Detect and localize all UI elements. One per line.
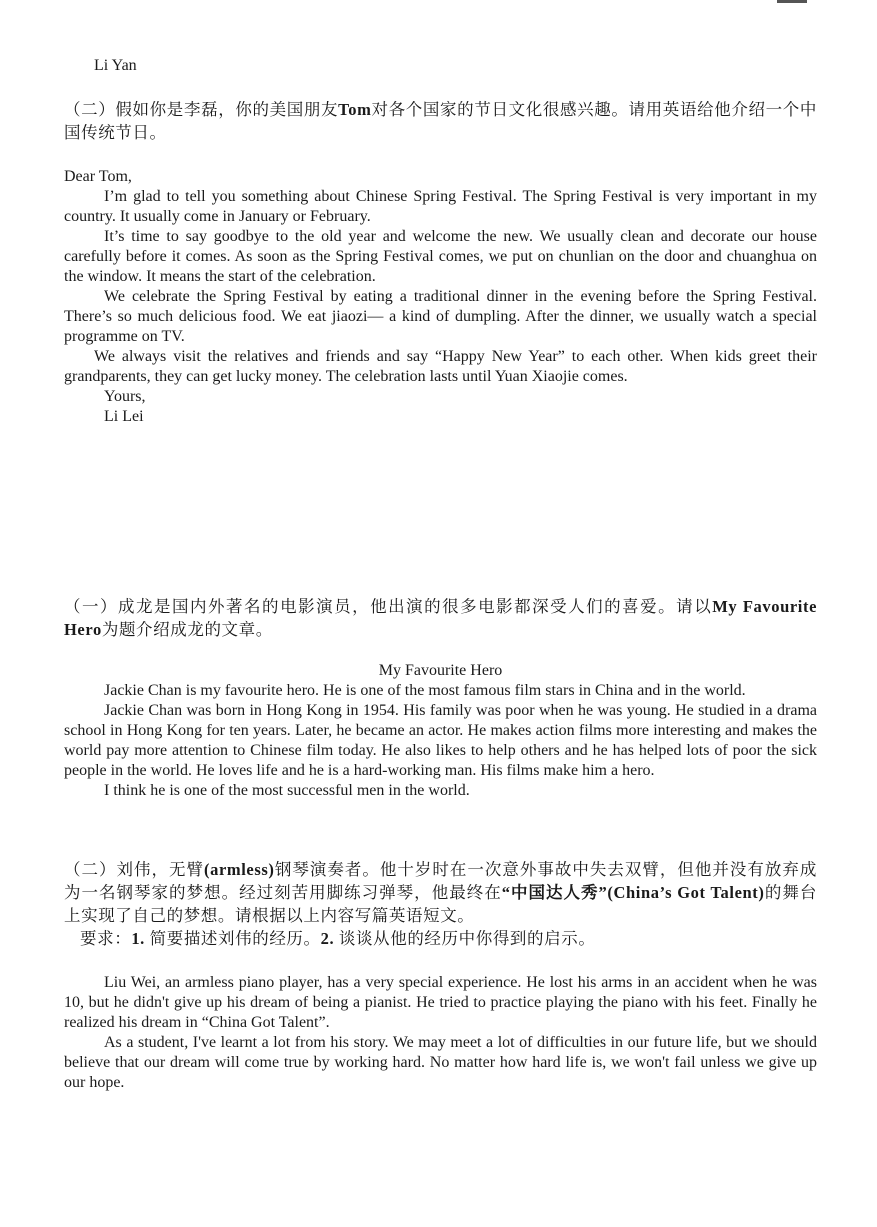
essay-paragraph: As a student, I've learnt a lot from his story. We may meet a lot of difficulties in our future life, but we should believe that our dream will come true by working hard. No matter how hard life is, we won't fail unless we give up our hope. [64,1034,817,1091]
task-bold: “中国达人秀”(China’s Got Talent) [501,883,765,902]
task-text: （一）成龙是国内外著名的电影演员，他出演的很多电影都深受人们的喜爱。请以 [64,597,713,616]
task-liu-wei [64,858,817,950]
essay-favourite-hero [64,661,817,801]
req-number: 1. [131,929,145,948]
task-bold: Tom [338,100,372,119]
task-text: 为题介绍成龙的文章。 [101,620,273,639]
task-text: 对各个国家的节日文化很感兴趣。请用英语给他介绍一个中国传统节日。 [64,100,817,142]
req-text: 谈谈从他的经历中你得到的启示。 [334,929,596,948]
signature-li-yan: Li Yan [94,57,137,74]
letter-greeting: Dear Tom, [64,168,132,185]
req-label: 要求： [80,929,132,948]
essay-paragraph: I think he is one of the most successful men in the world. [104,782,470,799]
req-number: 2. [320,929,335,948]
task-text: （二）刘伟，无臂 [64,860,205,879]
letter-signature: Li Lei [104,408,144,425]
essay-paragraph: Jackie Chan was born in Hong Kong in 1954. His family was poor when he was young. He studied in a drama school in Hong Kong for ten years. Later, he became an actor. He makes action films more interesting and makes the world pay more attention to Chinese film today. He also likes to help others and he has helped lots of poor the sick people in the world. He loves life and he is a hard-working man. His films make him a hero. [64,702,817,779]
essay-liu-wei [64,973,817,1093]
task-prompt [64,98,817,144]
task-text: （二）假如你是李磊，你的美国朋友 [64,100,339,119]
letter-paragraph: I’m glad to tell you something about Chinese Spring Festival. The Spring Festival is very important in my country. It usually come in January or February. [64,188,817,225]
task-text: 钢琴演奏者。他十岁时在一次意外事故中失去双臂，但他并没有放弃成为一名钢琴家的梦想。经过刻苦用脚练习弹琴，他最终在 [64,860,817,902]
task-bold: My Favourite Hero [64,597,817,639]
task-prompt [64,858,817,927]
task-requirements [64,927,817,950]
letter-closing: Yours, [104,388,146,405]
task-text: 的舞台上实现了自己的梦想。请根据以上内容写篇英语短文。 [64,883,817,925]
task-bold: (armless) [204,860,275,879]
essay-paragraph: Jackie Chan is my favourite hero. He is one of the most famous film stars in China and in the world. [104,682,746,699]
corner-mark [777,0,807,3]
letter-paragraph: It’s time to say goodbye to the old year and welcome the new. We usually clean and decorate our house carefully before it comes. As soon as the Spring Festival comes, we put on chunlian on the door and chuanghua on the window. It means the start of the celebration. [64,228,817,285]
task-favourite-hero [64,595,817,641]
letter-paragraph: We always visit the relatives and friends and say “Happy New Year” to each other. When kids greet their grandparents, they can get lucky money. The celebration lasts until Yuan Xiaojie comes. [64,348,817,385]
letter-paragraph: We celebrate the Spring Festival by eating a traditional dinner in the evening before the Spring Festival. There’s so much delicious food. We eat jiaozi— a kind of dumpling. After the dinner, we usually watch a special programme on TV. [64,288,817,345]
req-text: 简要描述刘伟的经历。 [144,929,321,948]
essay-title: My Favourite Hero [378,662,503,679]
task-spring-festival [64,98,817,144]
section-letter-end [64,56,817,76]
essay-paragraph: Liu Wei, an armless piano player, has a very special experience. He lost his arms in an accident when he was 10, but he didn't give up his dream of being a pianist. He tried to practice playing the piano with his feet. Finally he realized his dream in “China Got Talent”. [64,974,817,1031]
letter-spring-festival [64,167,817,427]
task-prompt [64,595,817,641]
